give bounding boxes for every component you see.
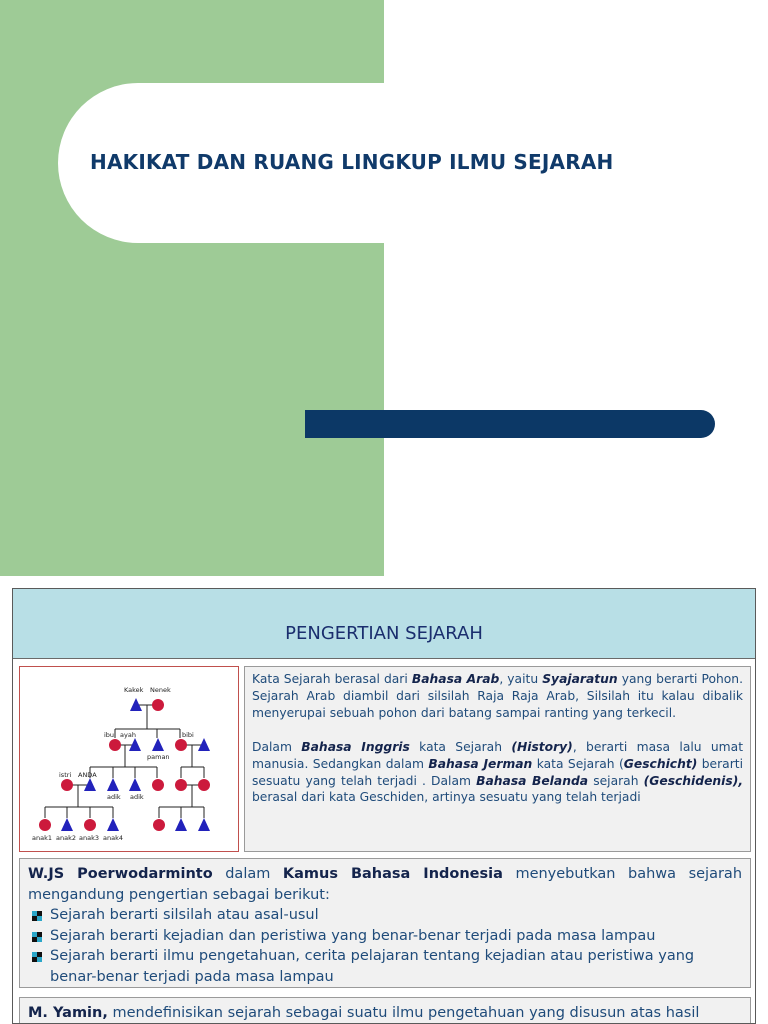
label-anak4: anak4 (103, 834, 123, 842)
label-adik2: adik (130, 793, 144, 801)
istri-female-symbol (61, 779, 73, 791)
content-slide (12, 588, 756, 1024)
bullet-text: Sejarah berarti ilmu pengetahuan, cerita pelajaran tentang kejadian atau peristiwa yang benar-benar terjadi pada masa lampau (50, 948, 695, 985)
label-anda: ANDA (78, 771, 97, 779)
cousin2-female-symbol (198, 779, 210, 791)
family-tree-diagram (19, 666, 239, 852)
slide-heading: PENGERTIAN SEJARAH (285, 623, 483, 644)
bullet-text: Sejarah berarti silsilah atau asal-usul (50, 907, 319, 923)
paman-male-symbol (152, 738, 164, 751)
text-span: yang berarti Pohon. Sejarah Arab diambil dari silsilah Raja Raja Arab, Silsilah itu kalau dibalik menyerupai sebuah pohon dari batang sampai ranting yang terkecil. (252, 672, 744, 720)
family-tree-svg (20, 667, 238, 851)
term-bahasa-jerman: Bahasa Jerman (428, 756, 533, 771)
text-span: berarti sesuatu yang telah terjadi . Dalam (252, 756, 744, 788)
square-bullet-icon (32, 932, 42, 942)
text-span: dalam (212, 866, 283, 882)
wjs-intro (28, 864, 742, 905)
term-history: (History) (511, 739, 573, 754)
text-span: berasal dari kata Geschiden, artinya sesuatu yang telah terjadi (252, 790, 641, 805)
term-syajaratun: Syajaratun (542, 672, 618, 686)
term-bahasa-inggris: Bahasa Inggris (301, 739, 410, 754)
text-span: Dalam (252, 739, 302, 754)
text-span: kata Sejarah (409, 739, 512, 754)
cousin-child3-male-symbol (198, 818, 210, 831)
adik-male-symbol (107, 778, 119, 791)
author-name: W.JS Poerwodarminto (28, 866, 213, 882)
text-span: mendefinisikan sejarah sebagai suatu ilmu pengetahuan yang disusun atas hasil (107, 1005, 700, 1021)
text-span: , yaitu (499, 672, 543, 686)
text-span: Kata Sejarah berasal dari (252, 672, 412, 686)
anak3-female-symbol (84, 819, 96, 831)
yamin-definition-box (19, 997, 751, 1024)
accent-bar (305, 410, 715, 438)
label-nenek: Nenek (150, 686, 171, 694)
slide-title: HAKIKAT DAN RUANG LINGKUP ILMU SEJARAH (90, 150, 614, 174)
label-anak1: anak1 (32, 834, 52, 842)
label-anak2: anak2 (56, 834, 76, 842)
anak4-male-symbol (107, 818, 119, 831)
text-span: kata Sejarah ( (532, 756, 624, 771)
label-paman: paman (147, 753, 170, 761)
label-bibi: bibi (182, 731, 194, 739)
label-kakek: Kakek (124, 686, 144, 694)
label-anak3: anak3 (79, 834, 99, 842)
list-item (28, 926, 742, 947)
bullet-text: Sejarah berarti kejadian dan peristiwa yang benar-benar terjadi pada masa lampau (50, 927, 656, 944)
label-ayah: ayah (120, 731, 136, 739)
anak2-male-symbol (61, 818, 73, 831)
square-bullet-icon (32, 911, 42, 921)
tree-lines (45, 705, 204, 818)
wjs-definition-box (19, 858, 751, 988)
label-adik: adik (107, 793, 121, 801)
list-item (28, 946, 742, 987)
ibu-female-symbol (109, 739, 121, 751)
term-geschicht: Geschicht) (623, 756, 698, 771)
nenek-female-symbol (152, 699, 164, 711)
term-geschidenis: (Geschidenis), (643, 773, 743, 788)
author-name: M. Yamin, (28, 1005, 108, 1021)
label-ibu: ibu (104, 731, 115, 739)
list-item (28, 905, 742, 926)
cousin-child1-female-symbol (153, 819, 165, 831)
sibling-female-symbol (152, 779, 164, 791)
cousin-child2-male-symbol (175, 818, 187, 831)
definition-text-box (244, 666, 751, 852)
square-bullet-icon (32, 952, 42, 962)
bibi-female-symbol (175, 739, 187, 751)
text-span: , berarti masa lalu umat manusia. Sedangkan dalam (252, 739, 744, 771)
text-span: menyebutkan bahwa sejarah mengandung pengertian sebagai berikut: (28, 866, 743, 903)
definition-paragraph-arab (252, 671, 743, 722)
term-bahasa-belanda: Bahasa Belanda (476, 773, 589, 788)
cousin-female-symbol (175, 779, 187, 791)
label-istri: istri (59, 771, 72, 779)
anak1-female-symbol (39, 819, 51, 831)
text-span: sejarah (588, 773, 644, 788)
definition-paragraph-languages (252, 739, 743, 807)
book-title: Kamus Bahasa Indonesia (282, 866, 503, 882)
term-bahasa-arab: Bahasa Arab (411, 672, 500, 686)
adik2-male-symbol (129, 778, 141, 791)
